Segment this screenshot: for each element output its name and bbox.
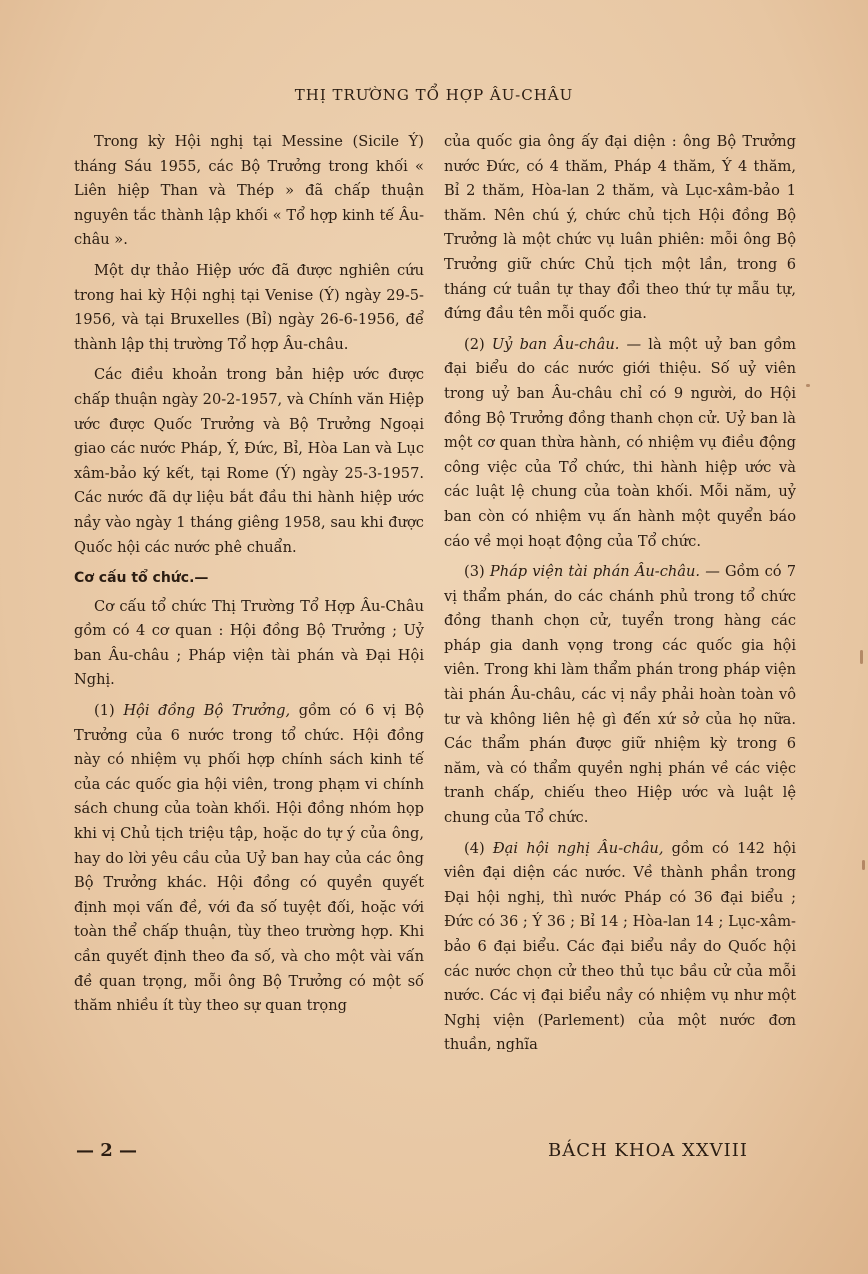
- section-heading: Cơ cấu tổ chức.—: [74, 570, 209, 587]
- paragraph: [444, 837, 796, 1058]
- item-number: (4): [464, 839, 485, 857]
- item-title: Pháp viện tài phán Âu-châu. —: [489, 563, 720, 581]
- page-number: — 2 —: [76, 1140, 138, 1161]
- paper-speck: [862, 860, 865, 870]
- item-number: (3): [464, 563, 485, 581]
- item-number: (1): [94, 702, 115, 720]
- paragraph: [74, 699, 424, 1019]
- item-body: là một uỷ ban gồm đại biểu do các nước giới thiệu. Số uỷ viên trong uỷ ban Âu-châu chỉ có 9 người, do Hội đồng Bộ Trưởng đồng thanh chọn cử. Uỷ ban là một cơ quan thừa hành, có nhiệm vụ điều động công việc của Tổ chức, thi hành hiệp ước và các luật lệ chung của toàn khối. Mỗi năm, uỷ ban còn có nhiệm vụ ấn hành một quyển báo cáo về mọi hoạt động của Tổ chức.: [444, 335, 797, 550]
- paragraph: Các điều khoản trong bản hiệp ước được chấp thuận ngày 20-2-1957, và Chính văn Hiệp ước được Quốc Trưởng và Bộ Trưởng Ngoại giao các nước Pháp, Ý, Đức, Bỉ, Hòa Lan và Lục xâm-bảo ký kết, tại Rome (Ý) ngày 25-3-1957. Các nước đã dự liệu bắt đầu thi hành hiệp ước nầy vào ngày 1 tháng giêng 1958, sau khi được Quốc hội các nước phê chuẩn.: [74, 366, 424, 556]
- running-header: THỊ TRƯỜNG TỔ HỢP ÂU-CHÂU: [294, 86, 574, 104]
- left-column: [74, 130, 424, 1025]
- paper-speck: [806, 384, 810, 387]
- paragraph: Trong kỳ Hội nghị tại Messine (Sicile Ý) tháng Sáu 1955, các Bộ Trưởng trong khối « Liên hiệp Than và Thép » đã chấp thuận nguyên tắc thành lập khối « Tổ hợp kinh tế Âu-châu ».: [74, 133, 424, 249]
- item-body: gồm có 6 vị Bộ Trưởng của 6 nước trong tổ chức. Hội đồng này có nhiệm vụ phối hợp chính sách kinh tế của các quốc gia hội viên, trong phạm vi chính sách chung của toàn khối. Hội đồng nhóm họp khi vị Chủ tịch triệu tập, hoặc do tự ý của ông, hay do lời yêu cầu của Uỷ ban hay của các ông Bộ Trưởng khác. Hội đồng có quyền quyết định mọi vấn đề, với đa số tuyệt đối, hoặc với toàn thể chấp thuận, tùy theo trường hợp. Khi cần quyết định theo đa số, và cho một vài vấn đề quan trọng, mỗi ông Bộ Trưởng có một số thăm nhiều ít tùy theo sự quan trọng: [74, 702, 425, 1015]
- item-title: Đại hội nghị Âu-châu,: [492, 839, 664, 857]
- paper-speck: [860, 650, 863, 664]
- paragraph: Cơ cấu tổ chức Thị Trường Tổ Hợp Âu-Châu gồm có 4 cơ quan : Hội đồng Bộ Trưởng ; Uỷ ban Âu-châu ; Pháp viện tài phán và Đại Hội Nghị.: [74, 597, 424, 689]
- item-body: gồm có 142 hội viên đại diện các nước. Về thành phần trong Đại hội nghị, thì nước Pháp có 36 đại biểu ; Đức có 36 ; Ý 36 ; Bỉ 14 ; Hòa-lan 14 ; Lục-xâm-bảo 6 đại biểu. Các đại biểu nầy do Quốc hội các nước chọn cử theo thủ tục bầu cử của mỗi nước. Các vị đại biểu nầy có nhiệm vụ như một Nghị viện (Parlement) của một nước đơn thuần, nghĩa: [444, 839, 797, 1054]
- item-body: Gồm có 7 vị thẩm phán, do các chánh phủ trong tổ chức đồng thanh chọn cử, tuyển trong hàng các pháp gia danh vọng trong các quốc gia hội viên. Trong khi làm thẩm phán trong pháp viện tài phán Âu-châu, các vị nầy phải hoàn toàn vô tư và không liên hệ gì đến xứ sở của họ nữa. Các thẩm phán được giữ nhiệm kỳ trong 6 năm, và có thẩm quyền nghị phán về các việc tranh chấp, chiếu theo Hiệp ước và luật lệ chung của Tổ chức.: [444, 563, 797, 827]
- paragraph: [444, 333, 796, 554]
- item-title: Hội đồng Bộ Trưởng,: [123, 702, 291, 720]
- publication-name: BÁCH KHOA XXVIII: [548, 1140, 748, 1161]
- item-number: (2): [464, 335, 485, 353]
- item-title: Uỷ ban Âu-châu. —: [491, 335, 642, 353]
- right-column: [444, 130, 796, 1064]
- paragraph: của quốc gia ông ấy đại diện : ông Bộ Trưởng nước Đức, có 4 thăm, Pháp 4 thăm, Ý 4 thăm, Bỉ 2 thăm, Hòa-lan 2 thăm, và Lục-xâm-bảo 1 thăm. Nên chú ý, chức chủ tịch Hội đồng Bộ Trưởng là một chức vụ luân phiên: mỗi ông Bộ Trưởng giữ chức Chủ tịch một lần, trong 6 tháng cứ tuần tự thay đổi theo thứ tự mẫu tự, đứng đầu tên mỗi quốc gia.: [444, 133, 796, 323]
- paragraph: Một dự thảo Hiệp ước đã được nghiên cứu trong hai kỳ Hội nghị tại Venise (Ý) ngày 29-5-1956, và tại Bruxelles (Bỉ) ngày 26-6-1956, để thành lập thị trường Tổ hợp Âu-châu.: [74, 261, 424, 353]
- paragraph: [444, 560, 796, 831]
